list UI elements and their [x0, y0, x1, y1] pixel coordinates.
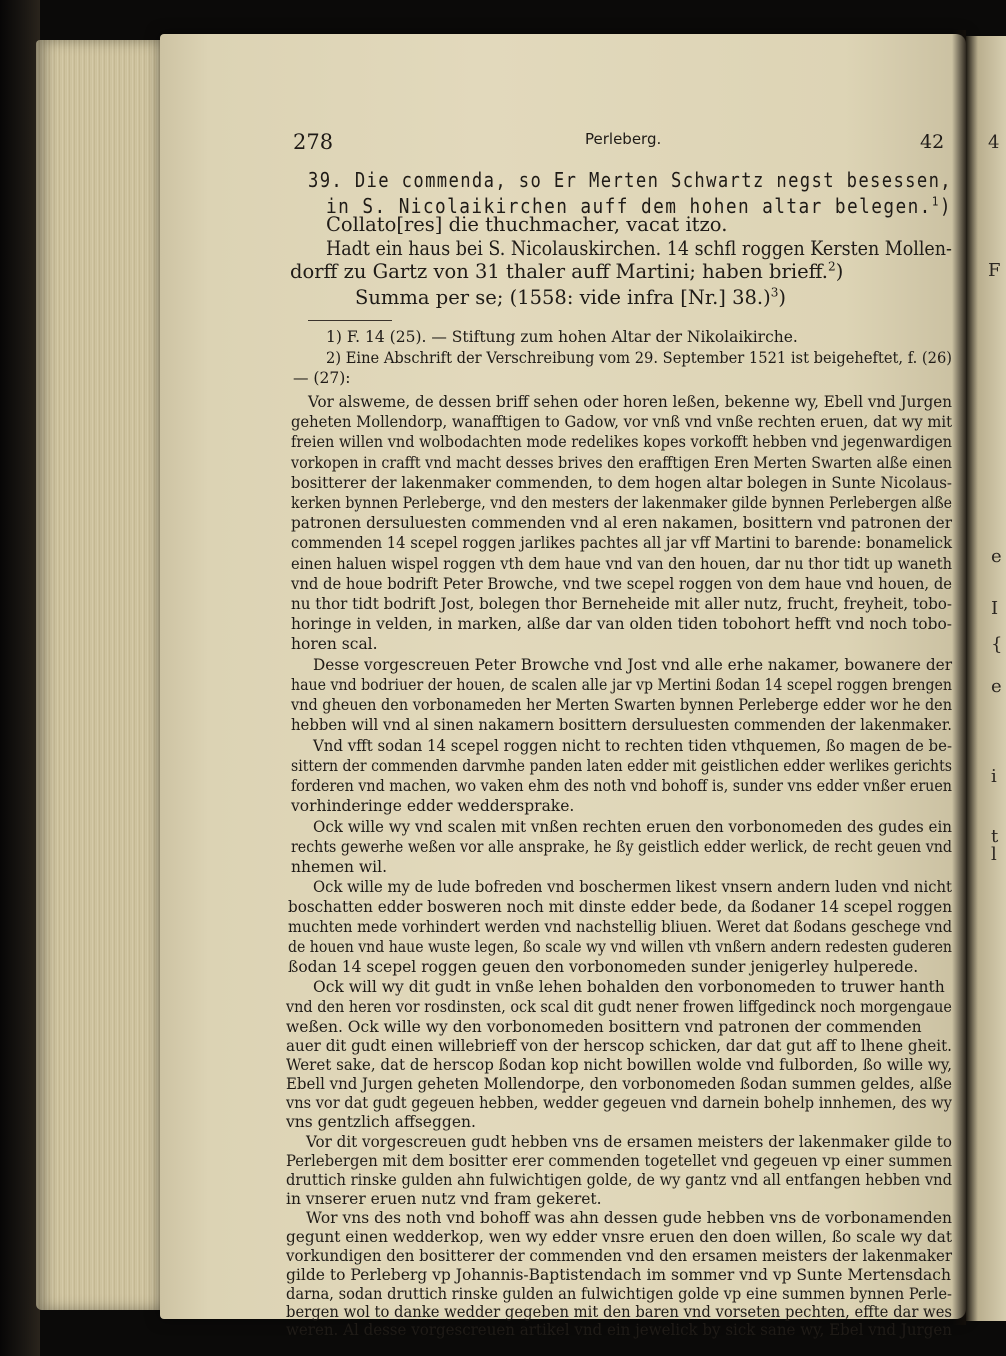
footnote-line: bergen wol to danke wedder gegeben mit den baren vnd vorseten pechten, effte dar wes	[286, 1303, 953, 1321]
footnote-line: kerken bynnen Perleberge, vnd den mesters der lakenmaker gilde bynnen Perlebergen alße	[291, 494, 953, 512]
footnote-line: nhemen wil.	[291, 858, 388, 876]
footnote-line: Perlebergen mit dem bositter erer commenden togetellet vnd gegeuen vp einer summen	[286, 1152, 952, 1170]
footnote-marker: 2	[828, 259, 836, 274]
footnote-line: weßen. Ock wille wy den vorbonomeden bosittern vnd patronen der commenden	[286, 1018, 922, 1036]
entry-heading-line: in S. Nicolaikirchen auff dem hohen altar belegen.$^1$)	[326, 193, 952, 218]
footnote-line: auer dit gudt einen willebrieff von der herscop schicken, dar dat gut aff to lhene gheit.	[286, 1037, 952, 1055]
entry-body-line: Hadt ein haus bei S. Nicolauskirchen. 14 schfl roggen Kersten Mollen-	[326, 237, 952, 260]
footnote-line: patronen dersuluesten commenden vnd al eren nakamen, bosittern vnd patronen der	[291, 514, 953, 532]
entry-heading-line: 39. Die commenda, so Er Merten Schwartz negst besessen,	[308, 168, 953, 192]
footnote-line: Vor dit vorgescreuen gudt hebben vns de ersamen meisters der lakenmaker gilde to	[306, 1133, 952, 1151]
footnote-line: haue vnd bodriuer der houen, de scalen alle jar vp Mertini ßodan 14 scepel roggen brengen	[291, 676, 953, 694]
summa-line: Summa per se; (1558: vide infra [Nr.] 38.)$^3$)	[355, 285, 786, 309]
book-gutter-shadow	[952, 30, 966, 1325]
adjacent-page-fragment: l	[991, 844, 997, 865]
footnote-line: nu thor tidt bodrift Jost, bolegen thor Berneheide mit aller nutz, frucht, freyheit, tobo-	[291, 595, 952, 613]
footnote-line: Ock wille my de lude bofreden vnd boschermen likest vnsern andern luden vnd nicht	[313, 878, 953, 896]
footnote-line: horen scal.	[291, 635, 378, 653]
footnote-line: vorhinderinge edder weddersprake.	[291, 797, 575, 815]
footnote-marker: 1	[931, 193, 940, 209]
footnote-line: horinge in velden, in marken, alße dar van olden tiden tobohort hefft vnd noch tobo-	[291, 615, 952, 633]
page-number: 278	[293, 130, 334, 154]
footnote-line: bositterer der lakenmaker commenden, to dem hogen altar bolegen in Sunte Nicolaus-	[291, 474, 953, 492]
footnote-line: forderen vnd machen, wo vaken ehm des noth vnd bohoff is, sunder vns edder vnßer eruen	[291, 777, 953, 795]
footnote-line: 2) Eine Abschrift der Verschreibung vom 29. September 1521 ist beigeheftet, f. (26)	[326, 349, 952, 367]
footnote-line: boschatten edder bosweren noch mit dinste edder bede, da ßodaner 14 scepel roggen	[288, 898, 952, 916]
footnote-line: vnd gheuen den vorbonameden her Merten Swarten bynnen Perleberge edder wor he den	[291, 696, 953, 714]
footnote-line: gegunt einen wedderkop, wen wy edder vnsre eruen den doen willen, ßo scale wy dat	[286, 1228, 952, 1246]
adjacent-page-fragment: t	[991, 826, 999, 847]
footnote-line: vns gentzlich affseggen.	[286, 1113, 476, 1131]
footnote-line: vorkopen in crafft vnd macht desses brives den erafftigen Eren Merten Swarten alße einen	[291, 454, 953, 472]
footnote-line: Vor alsweme, de dessen briff sehen oder horen leßen, bekenne wy, Ebell vnd Jurgen	[308, 393, 952, 411]
footnote-marker: 3	[770, 285, 779, 300]
footnote-line: vnd den heren vor rosdinsten, ock scal dit gudt nener frowen liffgedinck noch morgengaue	[286, 998, 952, 1016]
adjacent-page-fragment: I	[991, 598, 999, 619]
footnote-line: Desse vorgescreuen Peter Browche vnd Jost vnd alle erhe nakamer, bowanere der	[313, 656, 953, 674]
footnote-line: Ebell vnd Jurgen geheten Mollendorpe, den vorbonomeden ßodan summen geldes, alße	[286, 1075, 952, 1093]
footnote-line: freien willen vnd wolbodachten mode redelikes kopes vorkofft hebben vnd jegenwardigen	[291, 433, 952, 451]
entry-body-line: Collato[res] die thuchmacher, vacat itzo.	[326, 213, 728, 236]
footnote-line: Ock wille wy vnd scalen mit vnßen rechten eruen den vorbonomeden des gudes ein	[313, 818, 952, 836]
footnote-line: de houen vnd haue wuste legen, ßo scale wy vnd willen vth vnßern andern redesten guderen	[288, 938, 952, 956]
footnote-line: commenden 14 scepel roggen jarlikes pachtes all jar vff Martini to barende: bonamelick	[291, 534, 953, 552]
footnote-line: ßodan 14 scepel roggen geuen den vorbonomeden sunder jenigerley hulperede.	[288, 958, 919, 976]
footnote-line: darna, sodan druttich rinske gulden an fulwichtigen golde vp eine summen bynnen Perle-	[286, 1285, 953, 1303]
footnote-line: rechts gewerhe weßen vor alle ansprake, he ßy geistlich edder werlick, de recht geuen vnd	[291, 838, 953, 856]
footnote-line: weren. Al desse vorgescreuen artikel vnd ein jewelick by sick sane wy, Ebel vnd Jurgen	[286, 1321, 952, 1339]
adjacent-page-fragment: i	[991, 766, 997, 787]
footnote-line: einen haluen wispel roggen vth dem haue vnd van den houen, dar nu thor tidt up waneth	[291, 555, 953, 573]
entry-body-line: dorff zu Gartz von 31 thaler auff Martini; haben brieff.$^2$)	[290, 259, 844, 283]
footnote-line: hebben will vnd al sinen nakamern bosittern dersuluesten commenden der lakenmaker.	[291, 716, 953, 734]
adjacent-page-fragment: {	[991, 634, 1003, 655]
footnote-divider	[308, 320, 392, 321]
footnote-line: vorkundigen den bositterer der commenden vnd den ersamen meisters der lakenmaker	[286, 1247, 953, 1265]
footnote-line: vns vor dat gudt gegeuen hebben, wedder gegeuen vnd darnein bohelp innhemen, des wy	[286, 1094, 952, 1112]
footnote-line: sittern der commenden darvmhe panden laten edder mit geistlichen edder werlikes gerichts	[291, 757, 952, 775]
footnote-line: geheten Mollendorp, wanafftigen to Gadow, vor vnß vnd vnße rechten eruen, dat wy mit	[291, 413, 953, 431]
footnote-line: in vnserer eruen nutz vnd fram gekeret.	[286, 1190, 602, 1208]
footnote-line: Weret sake, dat de herscop ßodan kop nicht bowillen wolde vnd fulborden, ßo wille wy,	[286, 1056, 952, 1074]
footnote-line: vnd de houe bodrift Peter Browche, vnd twe scepel roggen von dem haue vnd houen, de	[291, 575, 953, 593]
footnote-line: Vnd vfft sodan 14 scepel roggen nicht to rechten tiden vthquemen, ßo magen de be-	[313, 737, 953, 755]
footnote-line: muchten mede vorhindert werden vnd nachstellig bliuen. Weret dat ßodans geschege vnd	[288, 918, 953, 936]
adjacent-page-fragment: e	[991, 546, 1002, 567]
footnote-line: Wor vns des noth vnd bohoff was ahn dessen gude hebben vns de vorbonamenden	[306, 1209, 952, 1227]
footnote-line: druttich rinske gulden ahn fulwichtigen golde, de wy gantz vnd all entfangen hebben vnd	[286, 1171, 953, 1189]
footnote-line: — (27):	[293, 369, 351, 387]
adjacent-page-fragment: e	[991, 676, 1002, 697]
header-entry-number: 42	[920, 131, 945, 153]
book-cover-edge	[0, 0, 40, 1356]
adjacent-page-fragment: F	[988, 260, 1001, 281]
footnote-line: 1) F. 14 (25). — Stiftung zum hohen Altar der Nikolaikirche.	[326, 328, 798, 346]
footnote-line: gilde to Perleberg vp Johannis-Baptistendach im sommer vnd vp Sunte Mertensdach	[286, 1266, 951, 1284]
footnote-line: Ock will wy dit gudt in vnße lehen bohalden den vorbonomeden to truwer hanth	[313, 978, 945, 996]
adjacent-page	[966, 36, 1006, 1321]
running-title: Perleberg.	[585, 130, 662, 148]
adjacent-page-fragment: 4	[988, 132, 1000, 153]
